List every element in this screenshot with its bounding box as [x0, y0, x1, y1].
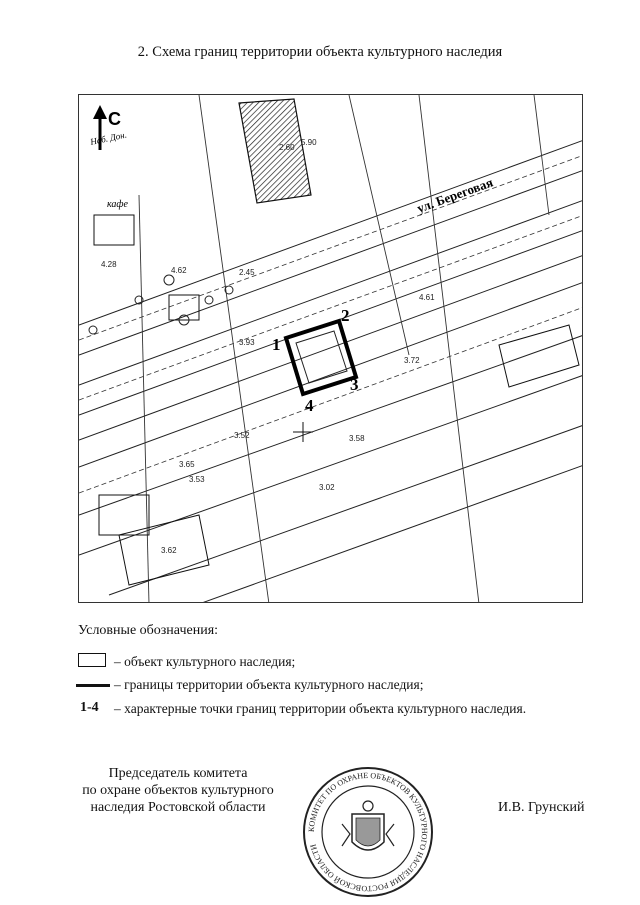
seal-text: КОМИТЕТ ПО ОХРАНЕ ОБЪЕКТОВ КУЛЬТУРНОГО НАСЛЕДИЯ РОСТОВСКОЙ ОБЛАСТИ [306, 770, 430, 894]
elevation-14: 4.62 [171, 266, 187, 275]
cross-lines [139, 95, 549, 603]
nab-label: Наб. Дон. [89, 129, 128, 147]
signatory-name: И.В. Грунский [498, 800, 585, 815]
elevation-1: 4.28 [101, 260, 117, 269]
signatory-position [58, 765, 298, 816]
point-3-label: 3 [350, 375, 359, 394]
legend-item-points: – характерные точки границ территории объекта культурного наследия. [114, 701, 527, 716]
hatched-building [239, 99, 311, 203]
street-label: ул. Береговая [414, 174, 495, 216]
legend-item-boundary: – границы территории объекта культурного наследия; [114, 677, 424, 692]
legend-item-object: – объект культурного наследия; [114, 654, 296, 669]
street-lines [79, 140, 583, 603]
point-2-label: 2 [341, 306, 350, 325]
position-line-1: Председатель комитета [108, 766, 248, 781]
position-line-3: наследия Ростовской области [90, 800, 266, 815]
elevation-2: 2.60 [279, 143, 295, 152]
official-seal [300, 764, 436, 900]
elevation-8: 3.93 [239, 338, 255, 347]
elevation-12: 3.53 [189, 475, 205, 484]
legend-heading: Условные обозначения: [78, 623, 219, 638]
north-label: С [108, 109, 121, 129]
map-drawing [79, 95, 583, 603]
heritage-object [296, 331, 347, 383]
elevation-13: 3.62 [161, 546, 177, 555]
cadastral-map [78, 94, 583, 603]
document-title: 2. Схема границ территории объекта культурного наследия [137, 44, 503, 60]
point-1-label: 1 [272, 335, 281, 354]
elevation-6: 3.02 [319, 483, 335, 492]
building-outlines [94, 215, 579, 585]
elevation-5: 3.58 [349, 434, 365, 443]
legend-point-code: 1-4 [80, 700, 99, 715]
elevation-4: 3.65 [179, 460, 195, 469]
heritage-boundary [286, 321, 356, 394]
elevation-3: 3.52 [234, 431, 250, 440]
elevation-9: 5.90 [301, 138, 317, 147]
kafe-label: кафе [107, 199, 128, 210]
elevation-7: 3.72 [404, 356, 420, 365]
point-4-label: 4 [305, 396, 314, 415]
elevation-11: 4.61 [419, 293, 435, 302]
legend-boundary-symbol [76, 684, 110, 687]
coat-of-arms-icon [342, 801, 394, 850]
position-line-2: по охране объектов культурного [82, 783, 274, 798]
crosshair-icon [293, 422, 313, 442]
legend-object-symbol [78, 653, 106, 667]
elevation-10: 2.45 [239, 268, 255, 277]
